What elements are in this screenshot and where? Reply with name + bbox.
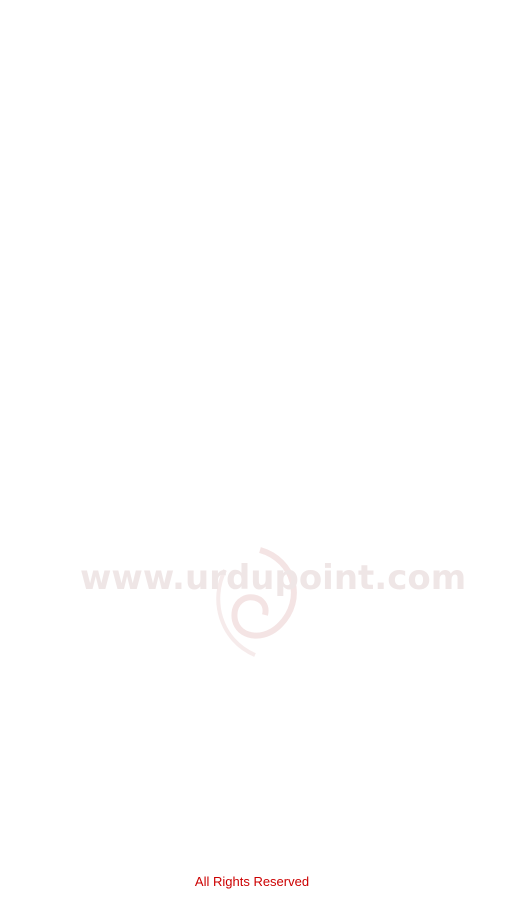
footer-rights: All Rights Reserved — [194, 873, 310, 889]
watermark-text: www.urdupoint.com — [80, 558, 467, 598]
article-title — [10, 6, 510, 46]
article-body — [10, 46, 510, 856]
page-footer — [0, 868, 520, 894]
